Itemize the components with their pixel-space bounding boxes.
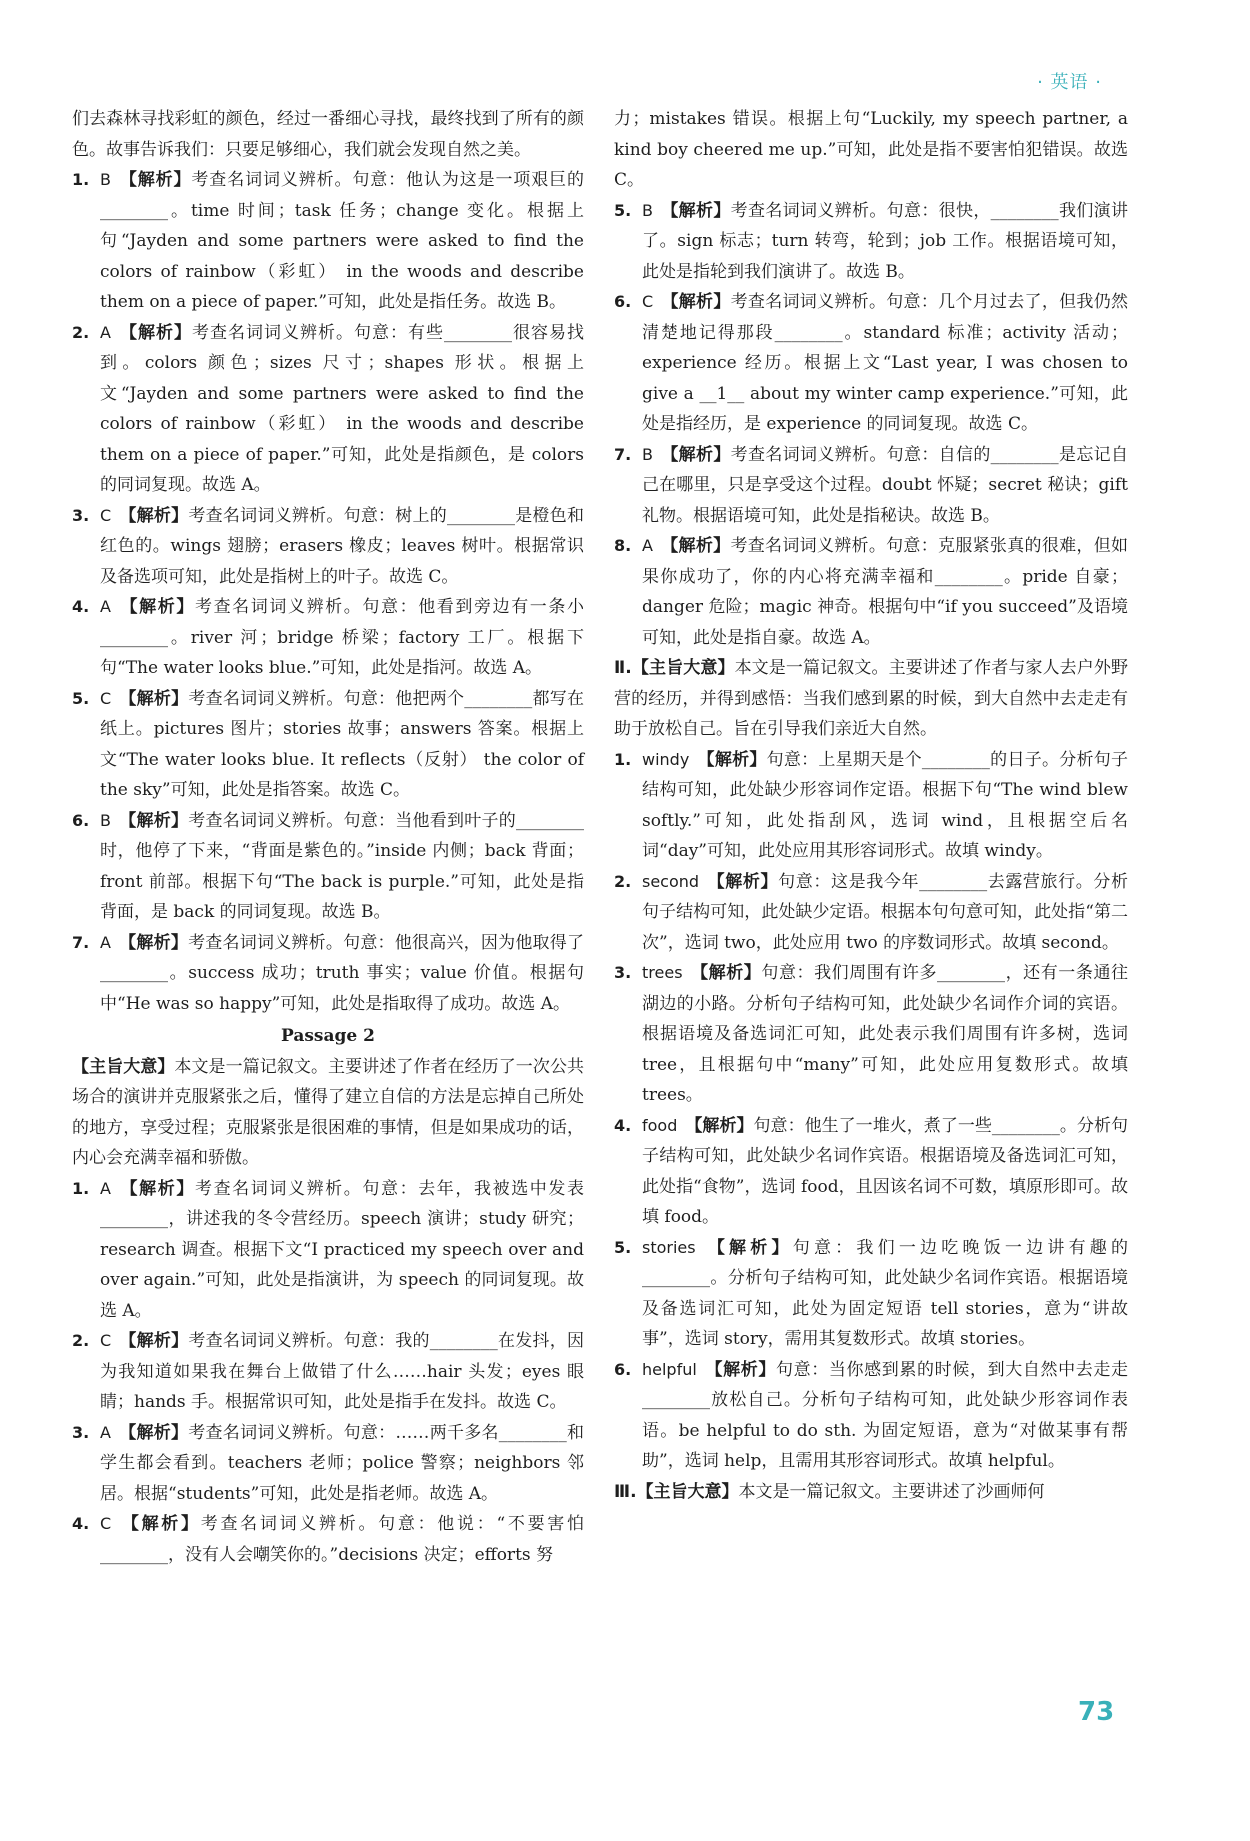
subject-header: · 英语 ·	[1037, 72, 1102, 93]
answer-item: 5. B 【解析】考查名词词义辨析。句意：很快，________我们演讲了。sign 标志；turn 转弯，轮到；job 工作。根据语境可知，此处是指轮到我们演讲了。故选 B。	[614, 200, 1129, 282]
answer-item: 3. A 【解析】考查名词词义辨析。句意：……两千多名________和学生都会看到。teachers 老师；police 警察；neighbors 邻居。根据“students”可知，此处是指老师。故选 A。	[72, 1422, 585, 1504]
answer-item: 6. helpful 【解析】句意：当你感到累的时候，到大自然中去走走________放松自己。分析句子结构可知，此处缺少形容词作表语。be helpful to do sth. 为固定短语，意为“对做某事有帮助”，选词 help，且需用其形容词形式。故填 helpful。	[614, 1359, 1129, 1471]
section-3-summary: Ⅲ.【主旨大意】本文是一篇记叙文。主要讲述了沙画师何	[614, 1481, 1045, 1502]
answer-list-passage-2-cont	[614, 196, 1128, 654]
answer-item: 4. A 【解析】考查名词词义辨析。句意：他看到旁边有一条小________。river 河；bridge 桥梁；factory 工厂。根据下句“The water looks blue.”可知，此处是指河。故选 A。	[72, 597, 585, 678]
answer-item: 7. B 【解析】考查名词词义辨析。句意：自信的________是忘记自己在哪里，只是享受这个过程。doubt 怀疑；secret 秘诀；gift 礼物。根据语境可知，此处是指秘诀。故选 B。	[614, 444, 1129, 526]
answer-item: 3. C 【解析】考查名词词义辨析。句意：树上的________是橙色和红色的。wings 翅膀；erasers 橡皮；leaves 树叶。根据常识及备选项可知，此处是指树上的叶子。故选 C。	[72, 505, 585, 587]
answer-list-passage-1	[72, 165, 584, 1019]
passage-2-summary: 【主旨大意】本文是一篇记叙文。主要讲述了作者在经历了一次公共场合的演讲并克服紧张之后，懂得了建立自信的方法是忘掉自己所处的地方，享受过程；克服紧张是很困难的事情，但是如果成功的话，内心会充满幸福和骄傲。	[72, 1056, 585, 1168]
section-2-summary: Ⅱ.【主旨大意】本文是一篇记叙文。主要讲述了作者与家人去户外野营的经历，并得到感悟：当我们感到累的时候，到大自然中去走走有助于放松自己。旨在引导我们亲近大自然。	[614, 658, 1129, 739]
answer-item: 3. trees 【解析】句意：我们周围有许多________，还有一条通往湖边的小路。分析句子结构可知，此处缺少名词作介词的宾语。根据语境及备选词汇可知，此处表示我们周围有许多树，选词 tree，且根据句中“many”可知，此处应用复数形式。故填 trees。	[614, 963, 1129, 1105]
answer-list-section-2	[614, 745, 1128, 1477]
answer-item: 2. A 【解析】考查名词词义辨析。句意：有些________很容易找到。colors 颜色；sizes 尺寸；shapes 形状。根据上文“Jayden and some partners were asked to find the colors of rainbow（彩虹） in the woods and describe them on a piece of paper.”可知，此处是指颜色，是 colors 的同词复现。故选 A。	[72, 322, 585, 495]
continued-paragraph: 力；mistakes 错误。根据上句“Luckily, my speech partner, a kind boy cheered me up.”可知，此处是指不要害怕犯错误。故选 C。	[614, 109, 1128, 190]
answer-item: 4. food 【解析】句意：他生了一堆火，煮了一些________。分析句子结构可知，此处缺少名词作宾语。根据语境及备选词汇可知，此处指“食物”，选词 food，且因该名词不可数，填原形即可。故填 food。	[614, 1115, 1129, 1227]
answer-item: 1. A 【解析】考查名词词义辨析。句意：去年，我被选中发表________，讲述我的冬令营经历。speech 演讲；study 研究；research 调查。根据下文“I practiced my speech over and over again.”可知，此处是指演讲，为 speech 的同词复现。故选 A。	[72, 1178, 585, 1321]
answer-item: 4. C 【解析】考查名词词义辨析。句意：他说：“不要害怕________，没有人会嘲笑你的。”decisions 决定；efforts 努	[72, 1514, 584, 1565]
answer-item: 1. B 【解析】考查名词词义辨析。句意：他认为这是一项艰巨的________。time 时间；task 任务；change 变化。根据上句“Jayden and some partners were asked to find the colors of rainbow（彩虹） in the woods and describe them on a piece of paper.”可知，此处是指任务。故选 B。	[72, 170, 585, 312]
left-column	[72, 104, 584, 1570]
answer-item: 6. B 【解析】考查名词词义辨析。句意：当他看到叶子的________时，他停了下来，“背面是紫色的。”inside 内侧；back 背面；front 前部。根据下句“The back is purple.”可知，此处是指背面，是 back 的同词复现。故选 B。	[72, 810, 585, 922]
right-column	[614, 104, 1128, 1507]
passage-2-title: Passage 2	[281, 1026, 375, 1046]
answer-list-passage-2	[72, 1174, 584, 1571]
answer-item: 2. C 【解析】考查名词词义辨析。句意：我的________在发抖，因为我知道如果我在舞台上做错了什么……hair 头发；eyes 眼睛；hands 手。根据常识可知，此处是指手在发抖。故选 C。	[72, 1331, 585, 1412]
answer-item: 7. A 【解析】考查名词词义辨析。句意：他很高兴，因为他取得了________。success 成功；truth 事实；value 价值。根据句中“He was so happy”可知，此处是指取得了成功。故选 A。	[72, 932, 585, 1014]
answer-item: 2. second 【解析】句意：这是我今年________去露营旅行。分析句子结构可知，此处缺少定语。根据本句句意可知，此处指“第二次”，选词 two，此处应用 two 的序数词形式。故填 second。	[614, 871, 1129, 953]
answer-item: 1. windy 【解析】句意：上星期天是个________的日子。分析句子结构可知，此处缺少形容词作定语。根据下句“The wind blew softly.”可知，此处指刮风，选词 wind，且根据空后名词“day”可知，此处应用其形容词形式。故填 windy。	[614, 749, 1128, 861]
answer-item: 5. C 【解析】考查名词词义辨析。句意：他把两个________都写在纸上。pictures 图片；stories 故事；answers 答案。根据上文“The water looks blue. It reflects（反射） the color of the sky”可知，此处是指答案。故选 C。	[72, 688, 585, 800]
page-number: 73	[1078, 1697, 1115, 1727]
answer-item: 5. stories 【解析】句意：我们一边吃晚饭一边讲有趣的________。分析句子结构可知，此处缺少名词作宾语。根据语境及备选词汇可知，此处为固定短语 tell stories，意为“讲故事”，选词 story，需用其复数形式。故填 stories。	[614, 1237, 1129, 1349]
answer-item: 6. C 【解析】考查名词词义辨析。句意：几个月过去了，但我仍然清楚地记得那段________。standard 标准；activity 活动；experience 经历。根据上文“Last year, I was chosen to give a __1__ about my winter camp experience.”可知，此处是指经历，是 experience 的同词复现。故选 C。	[614, 292, 1129, 434]
intro-paragraph: 们去森林寻找彩虹的颜色，经过一番细心寻找，最终找到了所有的颜色。故事告诉我们：只要足够细心，我们就会发现自然之美。	[72, 109, 584, 160]
answer-item: 8. A 【解析】考查名词词义辨析。句意：克服紧张真的很难，但如果你成功了，你的内心将充满幸福和________。pride 自豪；danger 危险；magic 神奇。根据句中“if you succeed”及语境可知，此处是指自豪。故选 A。	[614, 536, 1129, 648]
